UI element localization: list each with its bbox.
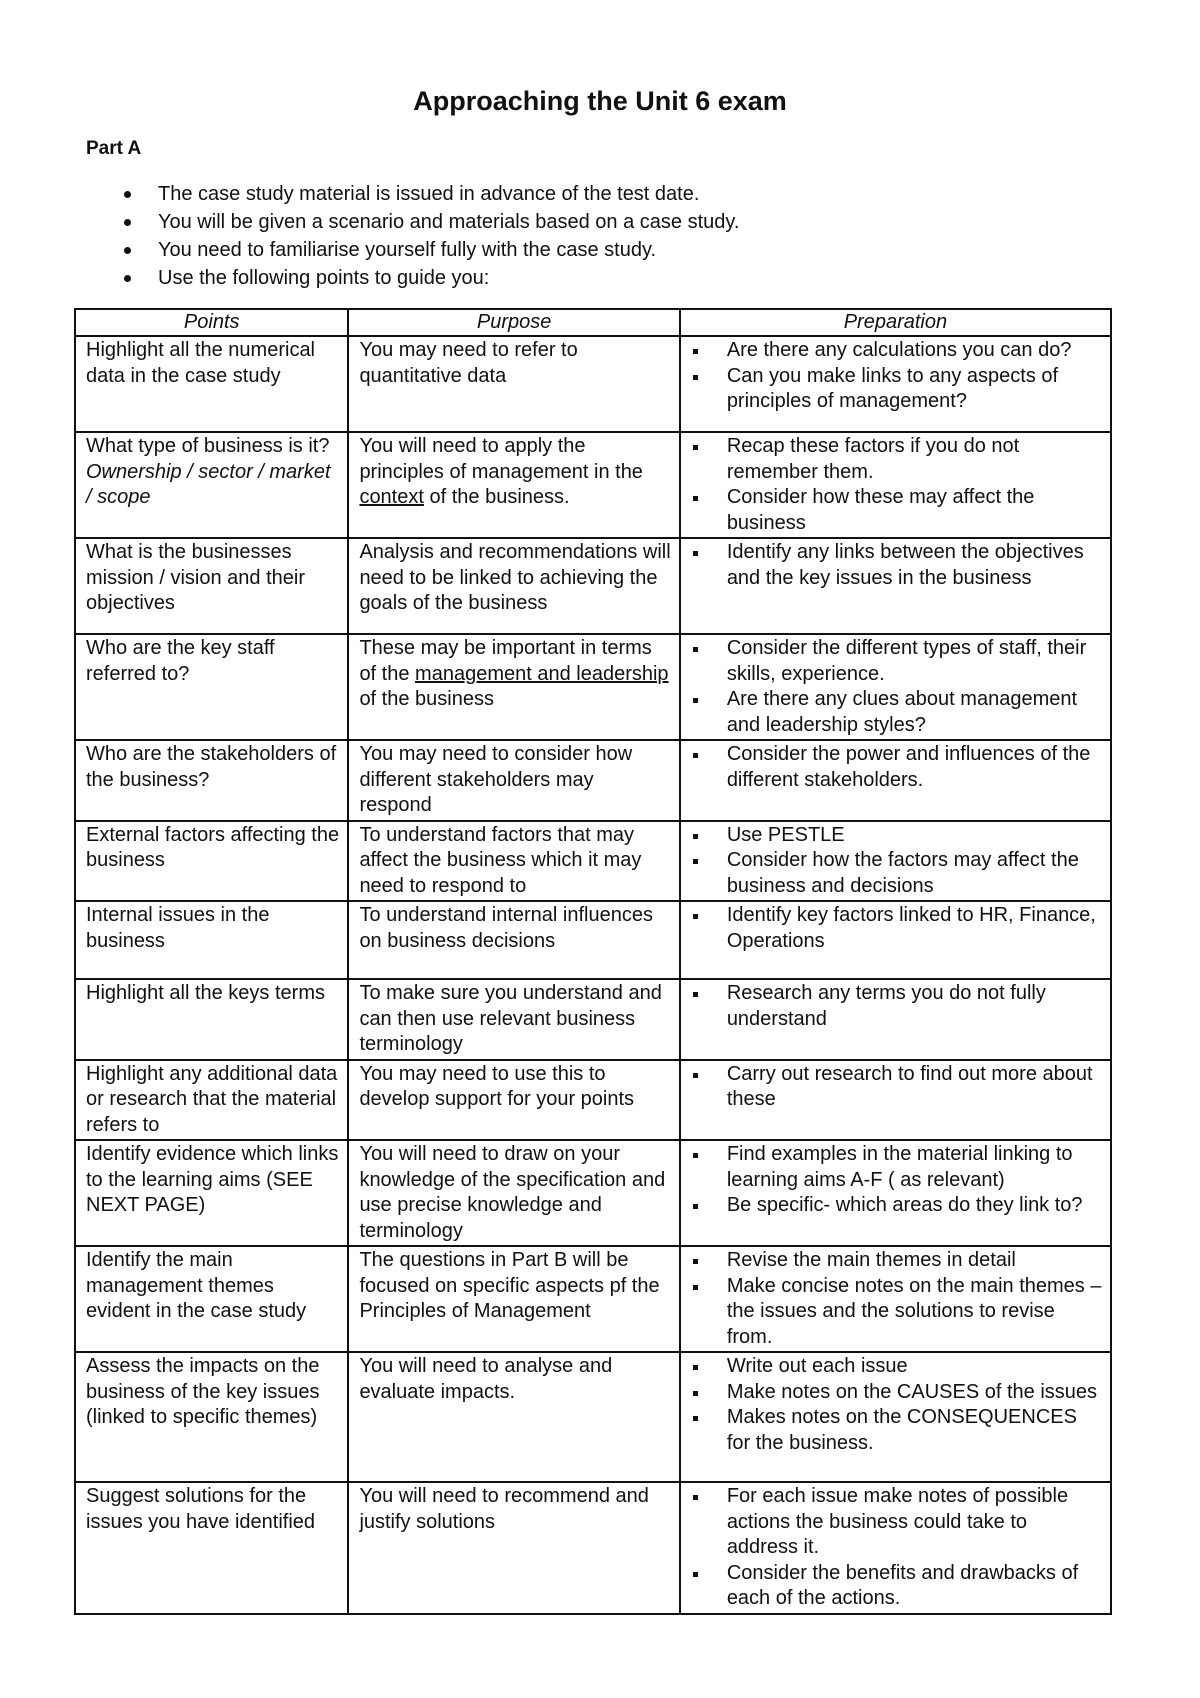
- preparation-item: Make notes on the CAUSES of the issues: [691, 1380, 1102, 1406]
- points-cell: Highlight any additional data or research that the material refers to: [75, 1060, 348, 1141]
- intro-bullet: You need to familiarise yourself fully with the case study.: [86, 236, 739, 264]
- table-row: [75, 336, 1111, 432]
- preparation-item: Consider the power and influences of the different stakeholders.: [691, 742, 1102, 793]
- preparation-item: For each issue make notes of possible actions the business could take to address it.: [691, 1484, 1102, 1561]
- points-cell: Highlight all the keys terms: [75, 979, 348, 1060]
- table-row: [75, 1140, 1111, 1246]
- points-cell: Internal issues in the business: [75, 901, 348, 979]
- table-row: [75, 979, 1111, 1060]
- preparation-item: Consider the different types of staff, their skills, experience.: [691, 636, 1102, 687]
- preparation-item: Revise the main themes in detail: [691, 1248, 1102, 1274]
- table-row: [75, 901, 1111, 979]
- points-cell: What type of business is it? Ownership / sector / market / scope: [75, 432, 348, 538]
- points-cell: Who are the stakeholders of the business?: [75, 740, 348, 821]
- purpose-cell: You will need to analyse and evaluate impacts.: [348, 1352, 679, 1482]
- exam-guide-table: [74, 308, 1112, 1615]
- points-cell: Highlight all the numerical data in the case study: [75, 336, 348, 432]
- header-purpose: Purpose: [348, 309, 679, 336]
- purpose-cell: These may be important in terms of the management and leadership of the business: [348, 634, 679, 740]
- square-bullet-icon: [693, 1416, 698, 1421]
- preparation-cell: [680, 979, 1111, 1060]
- square-bullet-icon: [693, 914, 698, 919]
- purpose-cell: You will need to recommend and justify solutions: [348, 1482, 679, 1614]
- bullet-icon: [124, 247, 131, 254]
- square-bullet-icon: [693, 1495, 698, 1500]
- preparation-item: Identify any links between the objectives and the key issues in the business: [691, 540, 1102, 591]
- header-preparation: Preparation: [680, 309, 1111, 336]
- preparation-cell: [680, 1352, 1111, 1482]
- table-row: [75, 740, 1111, 821]
- preparation-item: Research any terms you do not fully understand: [691, 981, 1102, 1032]
- table-row: [75, 634, 1111, 740]
- preparation-item: Consider how the factors may affect the business and decisions: [691, 848, 1102, 899]
- preparation-item: Consider the benefits and drawbacks of each of the actions.: [691, 1561, 1102, 1612]
- square-bullet-icon: [693, 1153, 698, 1158]
- purpose-cell: To understand internal influences on business decisions: [348, 901, 679, 979]
- square-bullet-icon: [693, 551, 698, 556]
- preparation-item: Consider how these may affect the business: [691, 485, 1102, 536]
- square-bullet-icon: [693, 375, 698, 380]
- preparation-item: Recap these factors if you do not remember them.: [691, 434, 1102, 485]
- bullet-icon: [124, 219, 131, 226]
- preparation-item: Make concise notes on the main themes – the issues and the solutions to revise from.: [691, 1274, 1102, 1351]
- square-bullet-icon: [693, 698, 698, 703]
- preparation-item: Are there any calculations you can do?: [691, 338, 1102, 364]
- bullet-icon: [124, 191, 131, 198]
- purpose-cell: You will need to apply the principles of management in the context of the business.: [348, 432, 679, 538]
- purpose-cell: The questions in Part B will be focused on specific aspects pf the Principles of Management: [348, 1246, 679, 1352]
- preparation-item: Find examples in the material linking to learning aims A-F ( as relevant): [691, 1142, 1102, 1193]
- square-bullet-icon: [693, 445, 698, 450]
- bullet-icon: [124, 275, 131, 282]
- preparation-item: Carry out research to find out more about these: [691, 1062, 1102, 1113]
- purpose-cell: You will need to draw on your knowledge of the specification and use precise knowledge and terminology: [348, 1140, 679, 1246]
- table-row: [75, 538, 1111, 634]
- square-bullet-icon: [693, 753, 698, 758]
- document-title: Approaching the Unit 6 exam: [413, 86, 787, 116]
- purpose-cell: To understand factors that may affect the business which it may need to respond to: [348, 821, 679, 902]
- points-cell: Assess the impacts on the business of the key issues (linked to specific themes): [75, 1352, 348, 1482]
- points-cell: External factors affecting the business: [75, 821, 348, 902]
- purpose-cell: You may need to refer to quantitative data: [348, 336, 679, 432]
- intro-bullet: The case study material is issued in advance of the test date.: [86, 180, 739, 208]
- table-row: [75, 1060, 1111, 1141]
- square-bullet-icon: [693, 992, 698, 997]
- preparation-cell: [680, 1482, 1111, 1614]
- preparation-cell: [680, 901, 1111, 979]
- square-bullet-icon: [693, 647, 698, 652]
- table-row: [75, 1246, 1111, 1352]
- preparation-cell: [680, 432, 1111, 538]
- square-bullet-icon: [693, 859, 698, 864]
- purpose-cell: Analysis and recommendations will need to be linked to achieving the goals of the business: [348, 538, 679, 634]
- square-bullet-icon: [693, 1391, 698, 1396]
- preparation-cell: [680, 1140, 1111, 1246]
- points-cell: Identify evidence which links to the learning aims (SEE NEXT PAGE): [75, 1140, 348, 1246]
- preparation-cell: [680, 821, 1111, 902]
- points-cell: What is the businesses mission / vision and their objectives: [75, 538, 348, 634]
- square-bullet-icon: [693, 349, 698, 354]
- purpose-cell: To make sure you understand and can then use relevant business terminology: [348, 979, 679, 1060]
- part-a-heading: Part A: [86, 138, 142, 159]
- points-cell: Who are the key staff referred to?: [75, 634, 348, 740]
- table-row: [75, 821, 1111, 902]
- square-bullet-icon: [693, 1285, 698, 1290]
- square-bullet-icon: [693, 1572, 698, 1577]
- square-bullet-icon: [693, 1259, 698, 1264]
- preparation-item: Write out each issue: [691, 1354, 1102, 1380]
- table-row: [75, 1482, 1111, 1614]
- square-bullet-icon: [693, 1204, 698, 1209]
- preparation-cell: [680, 336, 1111, 432]
- square-bullet-icon: [693, 1073, 698, 1078]
- preparation-item: Use PESTLE: [691, 823, 1102, 849]
- preparation-cell: [680, 634, 1111, 740]
- preparation-item: Makes notes on the CONSEQUENCES for the business.: [691, 1405, 1102, 1456]
- header-points: Points: [75, 309, 348, 336]
- square-bullet-icon: [693, 834, 698, 839]
- preparation-cell: [680, 1246, 1111, 1352]
- intro-bullet: You will be given a scenario and materials based on a case study.: [86, 208, 739, 236]
- points-cell: Suggest solutions for the issues you have identified: [75, 1482, 348, 1614]
- intro-bullet: Use the following points to guide you:: [86, 264, 739, 292]
- purpose-cell: You may need to use this to develop support for your points: [348, 1060, 679, 1141]
- table-row: [75, 1352, 1111, 1482]
- preparation-item: Be specific- which areas do they link to?: [691, 1193, 1102, 1219]
- table-header-row: [75, 309, 1111, 336]
- table-row: [75, 432, 1111, 538]
- purpose-cell: You may need to consider how different stakeholders may respond: [348, 740, 679, 821]
- square-bullet-icon: [693, 1365, 698, 1370]
- preparation-item: Identify key factors linked to HR, Finance, Operations: [691, 903, 1102, 954]
- points-cell: Identify the main management themes evident in the case study: [75, 1246, 348, 1352]
- preparation-cell: [680, 1060, 1111, 1141]
- preparation-cell: [680, 740, 1111, 821]
- intro-bullet-list: [86, 180, 739, 292]
- preparation-item: Can you make links to any aspects of principles of management?: [691, 364, 1102, 415]
- preparation-item: Are there any clues about management and leadership styles?: [691, 687, 1102, 738]
- square-bullet-icon: [693, 496, 698, 501]
- preparation-cell: [680, 538, 1111, 634]
